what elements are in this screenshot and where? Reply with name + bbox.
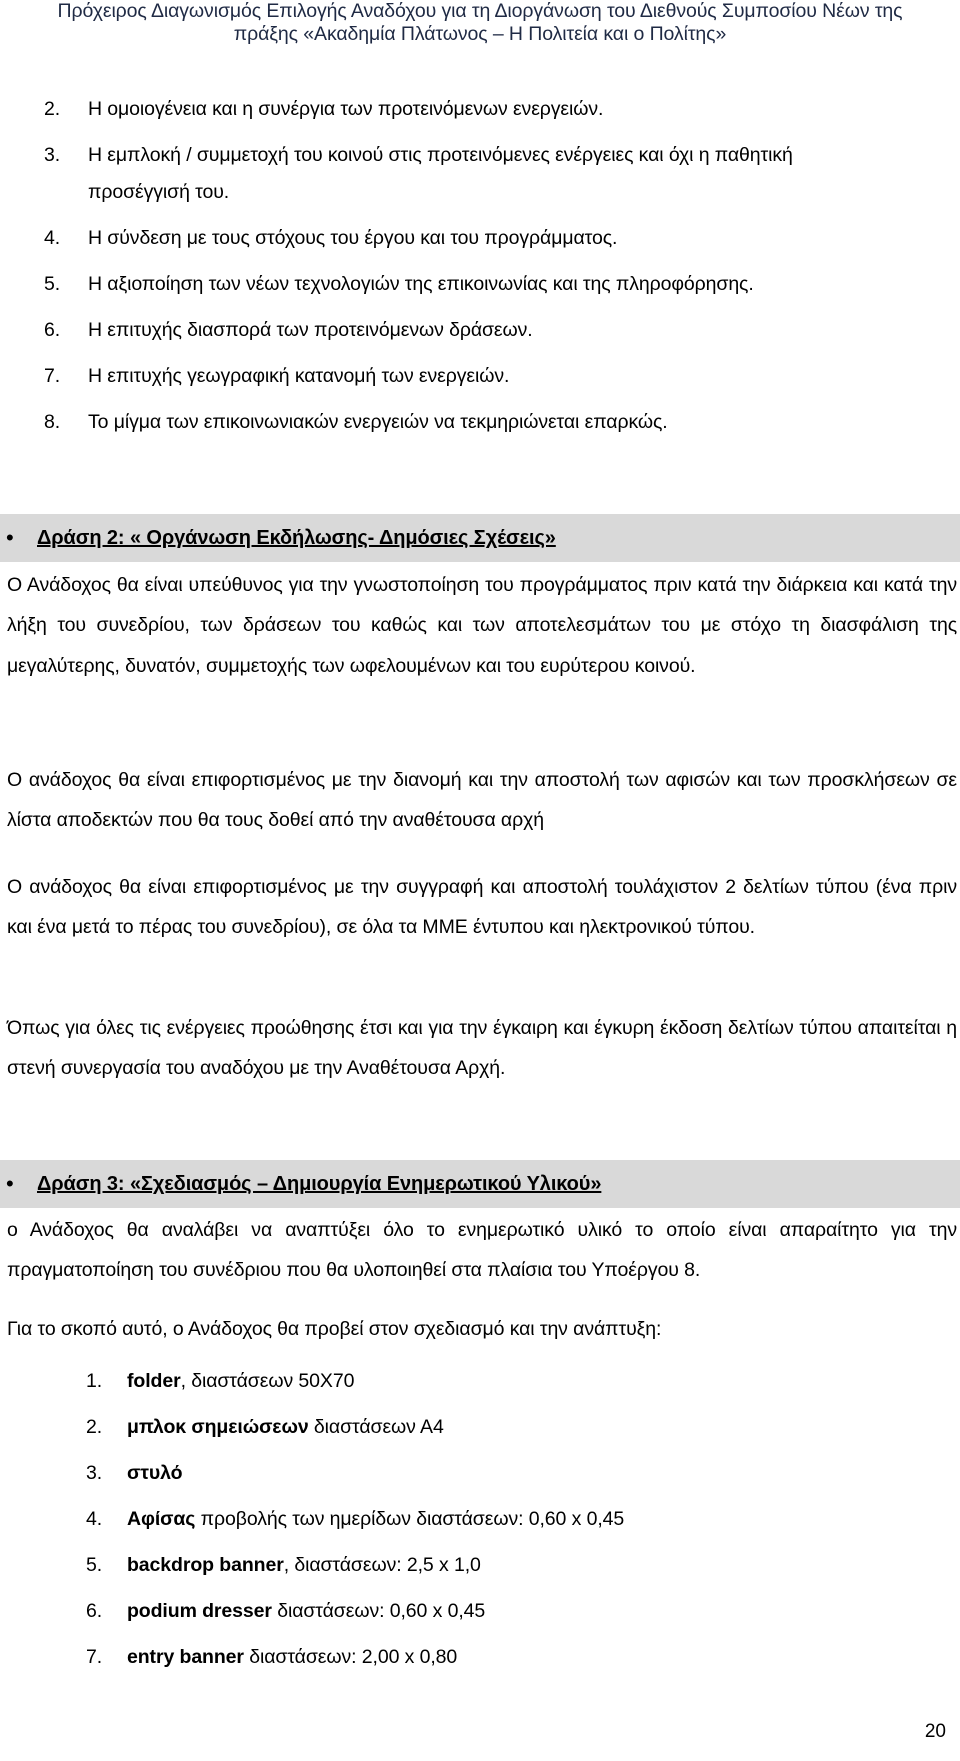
list-text: [127, 1410, 444, 1444]
action-2-heading: [0, 514, 960, 562]
list-item: [0, 91, 960, 128]
header-line-1: Πρόχειρος Διαγωνισμός Επιλογής Αναδόχου για τη Διοργάνωση του Διεθνούς Συμποσίου Νέων της: [57, 0, 903, 22]
item-name: μπλοκ σημειώσεων: [127, 1416, 309, 1438]
list-item: [0, 312, 960, 349]
item-detail: , διαστάσεων: 2,5 x 1,0: [283, 1554, 481, 1576]
list-text: Η σύνδεση με τους στόχους του έργου και του προγράμματος.: [88, 227, 618, 249]
item-name: backdrop banner: [127, 1554, 284, 1576]
list-item: [0, 1502, 960, 1548]
list-number: 4.: [44, 227, 61, 249]
bullet-icon: •: [6, 1171, 14, 1196]
materials-list: [0, 1364, 960, 1686]
list-item: [0, 220, 960, 257]
item-name: podium dresser: [127, 1600, 272, 1622]
list-item: [0, 1410, 960, 1456]
list-number: 4.: [86, 1508, 103, 1530]
header-line-2: πράξης «Ακαδημία Πλάτωνος – Η Πολιτεία και ο Πολίτης»: [233, 23, 727, 45]
list-number: 2.: [44, 98, 61, 120]
list-item: [0, 1548, 960, 1594]
list-number: 3.: [44, 144, 61, 166]
list-number: 5.: [86, 1554, 103, 1576]
list-text: [127, 1548, 481, 1582]
action-3-title: Δράση 3: «Σχεδιασμός – Δημιουργία Ενημερωτικού Υλικού»: [37, 1173, 602, 1195]
list-text: [127, 1364, 354, 1398]
list-item: [0, 1594, 960, 1640]
item-name: folder: [127, 1370, 181, 1392]
bullet-icon: •: [6, 525, 14, 550]
item-name: entry banner: [127, 1646, 244, 1668]
item-detail: διαστάσεων Α4: [308, 1416, 444, 1438]
criteria-list: [0, 91, 960, 450]
item-detail: , διαστάσεων 50Χ70: [180, 1370, 355, 1392]
list-number: 2.: [86, 1416, 103, 1438]
list-item: [0, 358, 960, 395]
list-text: Η επιτυχής διασπορά των προτεινόμενων δράσεων.: [88, 319, 533, 341]
item-name: στυλό: [127, 1462, 183, 1484]
action-2-paragraph-4: Όπως για όλες τις ενέργειες προώθησης έτσι και για την έγκαιρη και έγκυρη έκδοση δελτίων τύπου απαιτείται η στενή συνεργασία του αναδόχου με την Αναθέτουσα Αρχή.: [7, 1017, 957, 1080]
list-number: 6.: [86, 1600, 103, 1622]
page-header: [0, 0, 960, 46]
list-item: [0, 1364, 960, 1410]
list-text: Η ομοιογένεια και η συνέργια των προτεινόμενων ενεργειών.: [88, 98, 604, 120]
list-item: [0, 137, 960, 211]
action-3-heading: [0, 1160, 960, 1208]
list-item: [0, 1456, 960, 1502]
list-number: 3.: [86, 1462, 103, 1484]
action-2-paragraph-3: Ο ανάδοχος θα είναι επιφορτισμένος με την συγγραφή και αποστολή τουλάχιστον 2 δελτίων τύπου (ένα πριν και ένα μετά το πέρας του συνεδρίου), σε όλα τα ΜΜΕ έντυπου και ηλεκτρονικού τύπου.: [7, 876, 957, 939]
page-number: 20: [924, 1721, 946, 1742]
list-text: [127, 1594, 485, 1628]
list-number: 6.: [44, 319, 61, 341]
item-detail: διαστάσεων: 2,00 x 0,80: [243, 1646, 458, 1668]
item-detail: προβολής των ημερίδων διαστάσεων: 0,60 x 0,45: [195, 1508, 625, 1530]
list-text: [127, 1640, 457, 1674]
list-text-line-2: προσέγγισή του.: [88, 181, 230, 203]
action-3-paragraph-2: Για το σκοπό αυτό, ο Ανάδοχος θα προβεί στον σχεδιασμό και την ανάπτυξη:: [7, 1318, 662, 1340]
list-text-line-1: Η εμπλοκή / συμμετοχή του κοινού στις προτεινόμενες ενέργειες και όχι η παθητική: [88, 144, 793, 166]
list-text: Η αξιοποίηση των νέων τεχνολογιών της επικοινωνίας και της πληροφόρησης.: [88, 273, 754, 295]
list-number: 1.: [86, 1370, 103, 1392]
list-text: Το μίγμα των επικοινωνιακών ενεργειών να τεκμηριώνεται επαρκώς.: [88, 411, 668, 433]
list-text: Η επιτυχής γεωγραφική κατανομή των ενεργειών.: [88, 365, 510, 387]
list-item: [0, 266, 960, 303]
list-item: [0, 404, 960, 441]
action-2-title: Δράση 2: « Οργάνωση Εκδήλωσης- Δημόσιες Σχέσεις»: [37, 527, 556, 549]
list-item: [0, 1640, 960, 1686]
list-text: [127, 1502, 624, 1536]
item-name: Αφίσας: [127, 1508, 196, 1530]
action-2-paragraph-2: Ο ανάδοχος θα είναι επιφορτισμένος με την διανομή και την αποστολή των αφισών και των προσκλήσεων σε λίστα αποδεκτών που θα τους δοθεί από την αναθέτουσα αρχή: [7, 769, 957, 832]
list-number: 7.: [86, 1646, 103, 1668]
list-number: 7.: [44, 365, 61, 387]
list-text: [127, 1456, 182, 1490]
list-number: 5.: [44, 273, 61, 295]
list-number: 8.: [44, 411, 61, 433]
action-2-paragraph-1: Ο Ανάδοχος θα είναι υπεύθυνος για την γνωστοποίηση του προγράμματος πριν κατά την διάρκεια και κατά την λήξη του συνεδρίου, των δράσεων του καθώς και των αποτελεσμάτων του με στόχο τη διασφάλιση της μεγαλύτερης, δυνατόν, συμμετοχής των ωφελουμένων και του ευρύτερου κοινού.: [7, 574, 957, 677]
action-3-paragraph-1: ο Ανάδοχος θα αναλάβει να αναπτύξει όλο το ενημερωτικό υλικό το οποίο είναι απαραίτητο για την πραγματοποίηση του συνέδριου που θα υλοποιηθεί στα πλαίσια του Υποέργου 8.: [7, 1219, 957, 1282]
item-detail: διαστάσεων: 0,60 x 0,45: [271, 1600, 486, 1622]
